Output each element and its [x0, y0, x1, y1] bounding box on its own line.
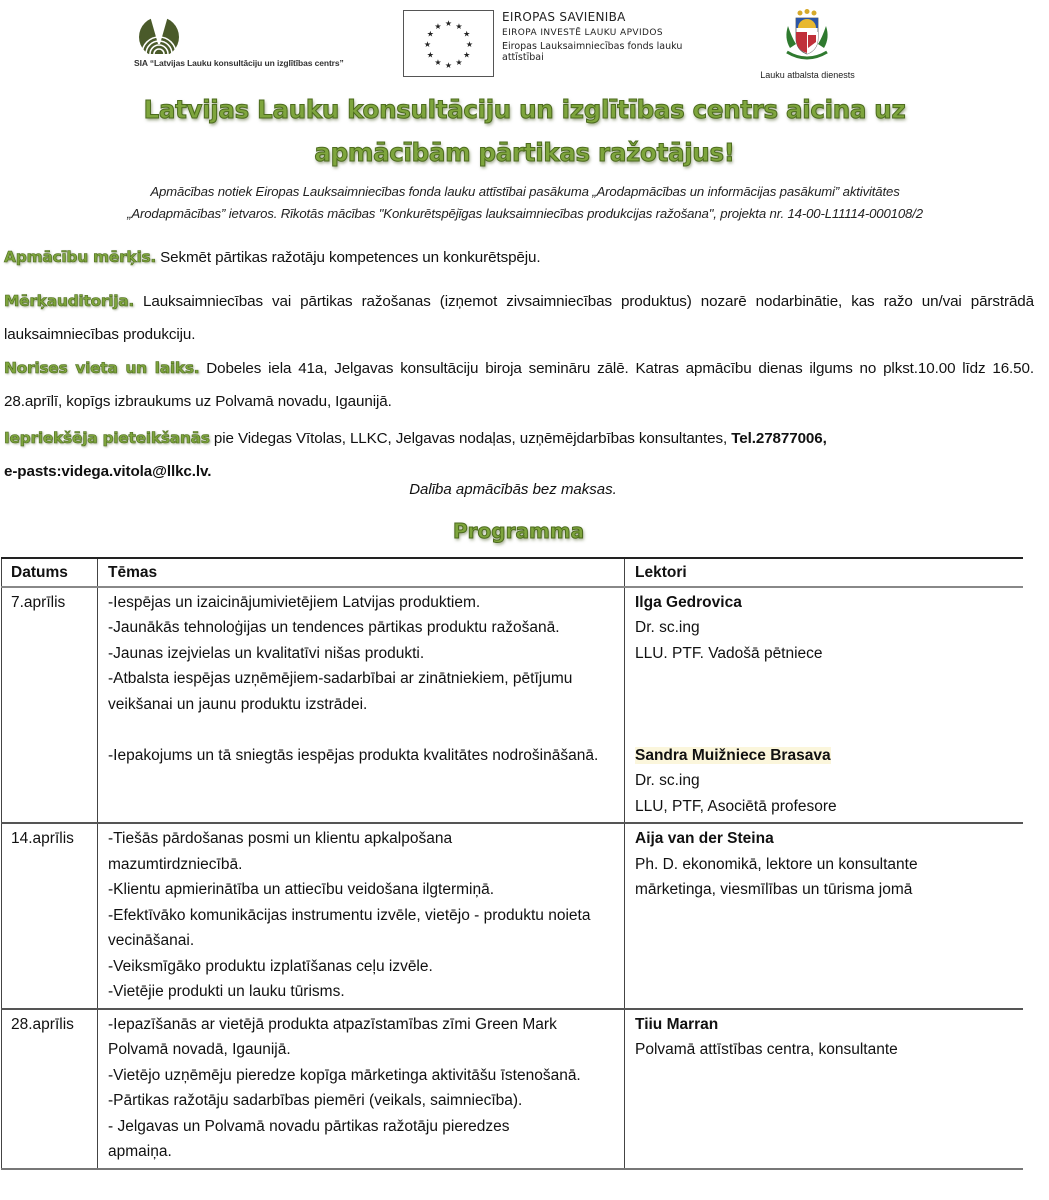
svg-text:★: ★ [455, 58, 463, 68]
table-row [2, 823, 1024, 1009]
topic-item: -Vietējo uzņēmēju pieredze kopīga mārketinga aktivitāšu īstenošanā. [108, 1066, 581, 1084]
goal-paragraph [4, 241, 1034, 274]
column-header-date: Datums [2, 558, 98, 587]
place-time-text: Dobeles iela 41a, Jelgavas konsultāciju biroja semināru zālē. Katras apmācību dienas ilgums no plkst.10.00 līdz 16.50. 28.aprīlī, kopīgs izbraukums uz Polvamā novadu, Igaunijā. [4, 360, 1034, 410]
registration-email[interactable]: e-pasts:videga.vitola@llkc.lv. [4, 463, 212, 480]
svg-text:★: ★ [423, 40, 432, 49]
audience-paragraph [4, 285, 1034, 351]
topics-cell [98, 587, 625, 824]
page-title-line-1: Latvijas Lauku konsultāciju un izglītības centrs aicina uz [143, 95, 906, 124]
registration-phone[interactable]: Tel.27877006, [731, 430, 827, 447]
topic-item: -Jaunas izejvielas un kvalitatīvi nišas produkti. [108, 644, 425, 662]
audience-text: Lauksaimniecības vai pārtikas ražošanas (izņemot zivsaimniecības produktus) nozarē nodarbinātie, kas ražo un/vai pārstrādā lauksaimniecības produkciju. [4, 293, 1034, 343]
lecturer-name: Tiiu Marran [635, 1015, 719, 1033]
topics-cell [98, 1009, 625, 1169]
topic-item: -Klientu apmierinātība un attiecību veidošana ilgtermiņā. [108, 881, 495, 898]
llkc-emblem-icon [136, 14, 182, 58]
topic-item: -Iepakojums un tā sniegtās iespējas produkta kvalitātes nodrošināšanā. [108, 746, 599, 764]
goal-label: Apmācību mērķis. [4, 248, 156, 266]
date-cell: 28.aprīlis [2, 1009, 98, 1169]
topic-item: -Atbalsta iespējas uzņēmējiem-sadarbībai ar zinātniekiem, pētījumu veikšanai un jaunu produktu izstrādei. [108, 670, 573, 713]
topic-item: -Iespējas un izaicinājumivietējiem Latvijas produktiem. [108, 593, 481, 611]
llkc-logo [134, 14, 374, 74]
svg-text:★: ★ [465, 40, 474, 49]
eu-fund-name: Eiropas Lauksaimniecības fonds lauku attīstībai [502, 41, 683, 63]
lecturer-name: Aija van der Steina [635, 830, 774, 847]
lecturer-detail: Polvamā attīstības centra, konsultante [635, 1041, 898, 1058]
svg-text:★: ★ [444, 19, 453, 28]
place-time-paragraph [4, 352, 1034, 418]
svg-text:★: ★ [426, 50, 434, 60]
latvia-coat-of-arms-icon [782, 8, 832, 64]
registration-paragraph [4, 422, 1034, 488]
topic-item: -Veiksmīgāko produktu izplatīšanas ceļu izvēle. [108, 957, 433, 975]
lecturer-detail: LLU. PTF. Vadošā pētniece [635, 644, 823, 662]
lecturers-cell [625, 823, 1024, 1009]
eu-subtitle: EIROPA INVESTĒ LAUKU APVIDOS [502, 28, 663, 38]
svg-text:★: ★ [455, 21, 463, 31]
topic-item: -Jaunākās tehnoloģijas un tendences pārtikas produktu ražošanā. [108, 619, 560, 636]
lecturer-detail: LLU, PTF, Asociētā profesore [635, 797, 837, 815]
intro-line-1: Apmācības notiek Eiropas Lauksaimniecības fonda lauku attīstībai pasākuma „Arodapmācības un informācijas pasākumi” aktivitātes [150, 184, 900, 199]
page-title [0, 88, 1049, 174]
date-cell: 7.aprīlis [2, 587, 98, 824]
lad-caption: Lauku atbalsta dienests [760, 70, 855, 80]
intro-text [20, 181, 1030, 225]
lecturer-detail: Ph. D. ekonomikā, lektore un konsultante mārketinga, viesmīlības un tūrisma jomā [635, 855, 918, 898]
goal-text: Sekmēt pārtikas ražotāju kompetences un konkurētspēju. [155, 249, 541, 266]
eu-title: EIROPAS SAVIENIBA [502, 10, 626, 24]
topic-item: -Vietējie produkti un lauku tūrisms. [108, 983, 345, 1000]
topic-item: -Iepazīšanās ar vietējā produkta atpazīstamības zīmi Green Mark Polvamā novadā, Igaunijā. [108, 1015, 557, 1058]
lad-logo [755, 8, 860, 80]
eu-text-block [502, 10, 732, 63]
date-cell: 14.aprīlis [2, 823, 98, 1009]
column-header-topics: Tēmas [98, 558, 625, 587]
topic-item: -Efektīvāko komunikācijas instrumentu izvēle, vietējo - produktu noieta vecināšanai. [108, 906, 591, 949]
registration-text: pie Videgas Vītolas, LLKC, Jelgavas nodaļas, uzņēmējdarbības konsultantes, [209, 430, 732, 447]
svg-text:★: ★ [434, 21, 442, 31]
svg-text:★: ★ [444, 61, 453, 70]
intro-line-2: „Arodapmācības” ietvaros. Rīkotās mācības "Konkurētspējīgas lauksaimniecības produkcijas ražošana", projekta nr. 14-00-L11114-000108/2 [127, 206, 923, 221]
svg-text:★: ★ [463, 29, 471, 39]
topics-cell [98, 823, 625, 1009]
lecturer-name: Ilga Gedrovica [635, 593, 742, 611]
lecturer-detail: Dr. sc.ing [635, 619, 700, 636]
lecturer-name: Sandra Muižniece Brasava [635, 746, 831, 764]
registration-label: Iepriekšēja pieteikšanās [4, 429, 210, 447]
program-table [1, 557, 1023, 1170]
eu-flag-icon [403, 10, 494, 77]
svg-text:★: ★ [463, 50, 471, 60]
svg-text:★: ★ [434, 58, 442, 68]
spacer [108, 768, 614, 794]
lecturers-cell [625, 1009, 1024, 1169]
llkc-caption: SIA “Latvijas Lauku konsultāciju un izglītības centrs” [134, 58, 344, 68]
audience-label: Mērķauditorija. [4, 292, 134, 310]
free-participation-note: Dalība apmācībās bez maksas. [409, 481, 617, 498]
lecturer-detail: Dr. sc.ing [635, 772, 700, 789]
table-row [2, 1009, 1024, 1169]
svg-text:★: ★ [426, 29, 434, 39]
table-row [2, 587, 1024, 824]
topic-item: -Tiešās pārdošanas posmi un klientu apkalpošana mazumtirdzniecībā. [108, 830, 453, 873]
table-header-row [2, 558, 1024, 587]
spacer [108, 717, 614, 743]
topic-item: - Jelgavas un Polvamā novadu pārtikas ražotāju pieredzes apmaiņa. [108, 1117, 510, 1160]
program-heading: Programma [453, 519, 585, 543]
lecturers-cell [625, 587, 1024, 824]
topic-item: -Pārtikas ražotāju sadarbības piemēri (veikals, saimniecība). [108, 1092, 523, 1109]
column-header-lecturers: Lektori [625, 558, 1024, 587]
page-title-line-2: apmācībām pārtikas ražotājus! [314, 138, 735, 167]
place-time-label: Norises vieta un laiks. [4, 359, 200, 377]
